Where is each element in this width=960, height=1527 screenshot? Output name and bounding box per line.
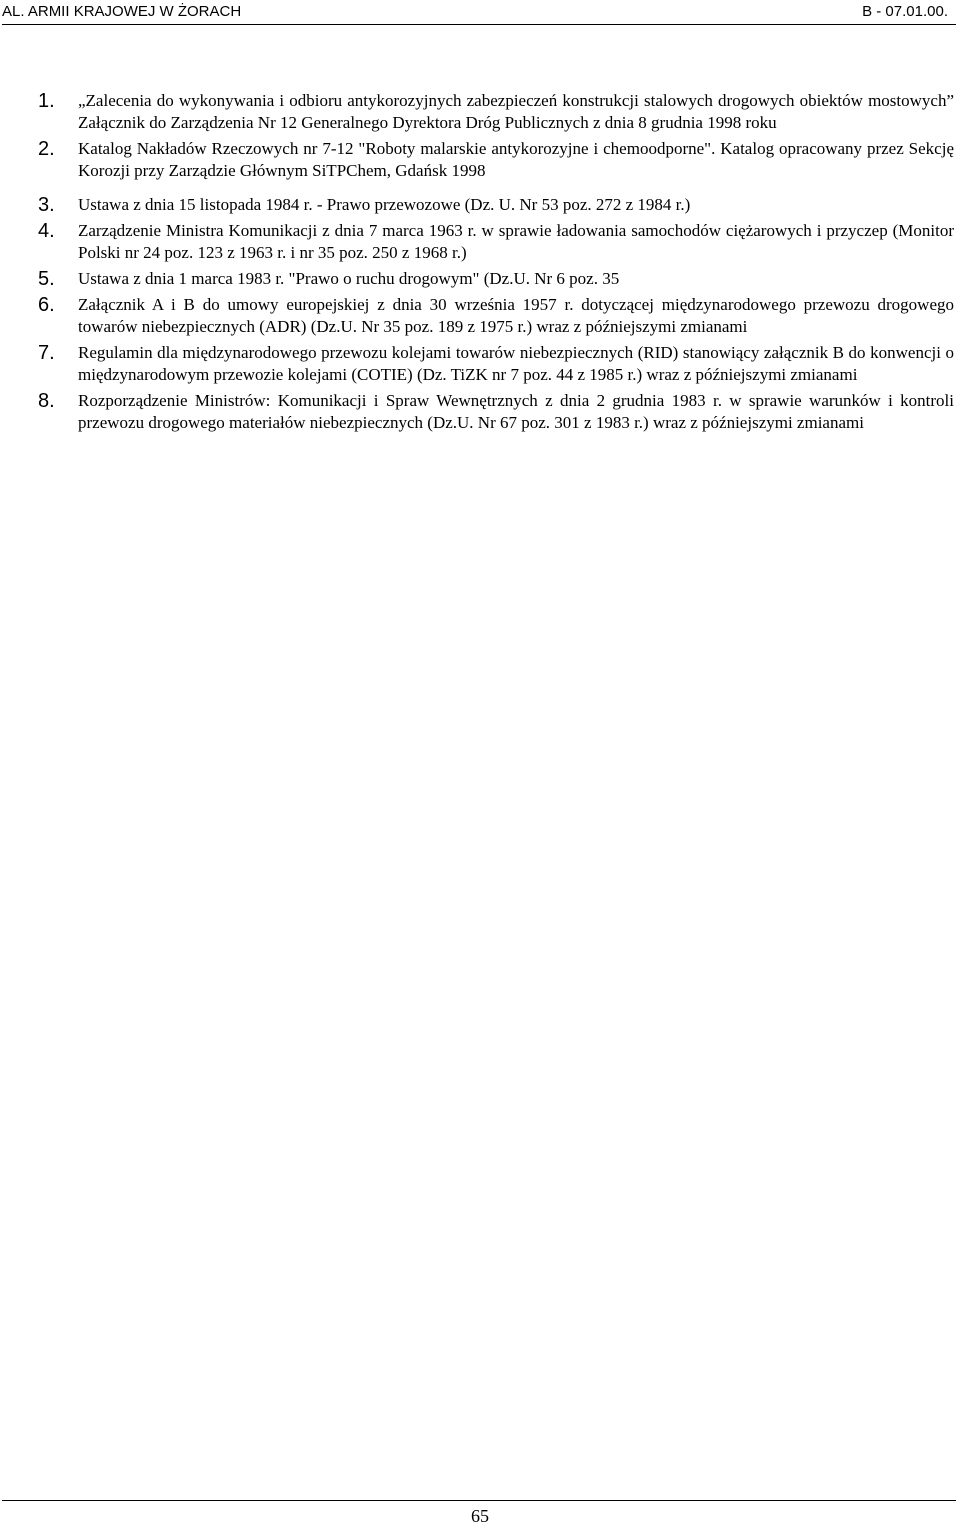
reference-item-4 (38, 220, 956, 264)
reference-item-3 (38, 194, 956, 216)
reference-number: 6. (38, 294, 55, 316)
reference-number: 3. (38, 194, 55, 216)
reference-list (38, 90, 956, 434)
reference-text: Ustawa z dnia 1 marca 1983 r. "Prawo o ruchu drogowym" (Dz.U. Nr 6 poz. 35 (78, 269, 620, 288)
reference-item-6 (38, 294, 956, 338)
reference-text: Załącznik A i B do umowy europejskiej z dnia 30 września 1957 r. dotyczącej międzynarodowego przewozu drogowego towarów niebezpiecznych (ADR) (Dz.U. Nr 35 poz. 189 z 1975 r.) wraz z późniejszymi zmianami (78, 295, 954, 336)
reference-number: 5. (38, 268, 55, 290)
reference-number: 7. (38, 342, 55, 364)
page-header (2, 0, 956, 25)
reference-item-8 (38, 390, 956, 434)
reference-item-1 (38, 90, 956, 134)
reference-item-5 (38, 268, 956, 290)
header-address: AL. ARMII KRAJOWEJ W ŻORACH (2, 3, 242, 20)
reference-item-2 (38, 138, 956, 182)
page-number: 65 (471, 1506, 489, 1526)
reference-text: Regulamin dla międzynarodowego przewozu kolejami towarów niebezpiecznych (RID) stanowiący załącznik B do konwencji o międzynarodowym przewozie kolejami (COTIE) (Dz. TiZK nr 7 poz. 44 z 1985 r.) wraz z późniejszymi zmianami (78, 343, 954, 384)
reference-number: 2. (38, 138, 55, 160)
reference-text: „Zalecenia do wykonywania i odbioru antykorozyjnych zabezpieczeń konstrukcji stalowych drogowych obiektów mostowych” Załącznik do Zarządzenia Nr 12 Generalnego Dyrektora Dróg Publicznych z dnia 8 grudnia 1998 roku (78, 91, 954, 132)
header-spec-code: B - 07.01.00. (862, 3, 948, 20)
footer-rule (2, 1500, 956, 1501)
reference-number: 8. (38, 390, 55, 412)
reference-number: 4. (38, 220, 55, 242)
reference-number: 1. (38, 90, 55, 112)
reference-text: Zarządzenie Ministra Komunikacji z dnia 7 marca 1963 r. w sprawie ładowania samochodów ciężarowych i przyczep (Monitor Polski nr 24 poz. 123 z 1963 r. i nr 35 poz. 250 z 1968 r.) (78, 221, 954, 262)
reference-text: Katalog Nakładów Rzeczowych nr 7-12 "Roboty malarskie antykorozyjne i chemoodporne". Katalog opracowany przez Sekcję Korozji przy Zarządzie Głównym SiTPChem, Gdańsk 1998 (78, 139, 954, 180)
reference-text: Rozporządzenie Ministrów: Komunikacji i Spraw Wewnętrznych z dnia 2 grudnia 1983 r. w sprawie warunków i kontroli przewozu drogowego materiałów niebezpiecznych (Dz.U. Nr 67 poz. 301 z 1983 r.) wraz z późniejszymi zmianami (78, 391, 954, 432)
reference-item-7 (38, 342, 956, 386)
reference-text: Ustawa z dnia 15 listopada 1984 r. - Prawo przewozowe (Dz. U. Nr 53 poz. 272 z 1984 r.) (78, 195, 691, 214)
